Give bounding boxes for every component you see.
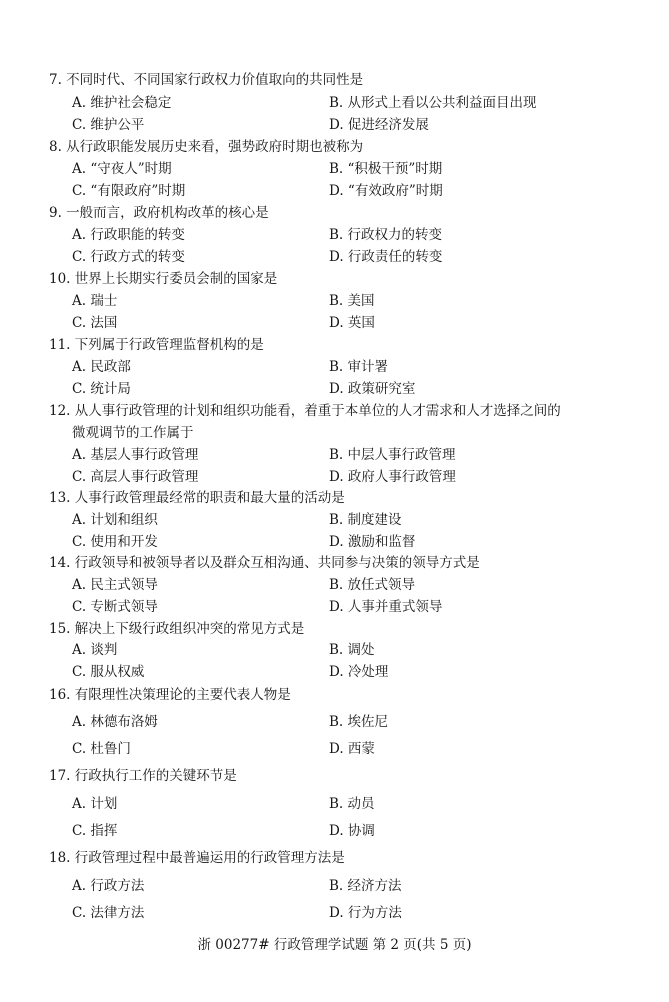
option-c: C. 指挥: [72, 823, 118, 839]
option-b: B. 放任式领导: [329, 577, 416, 593]
option-c: C. 法律方法: [72, 905, 145, 921]
question-stem: 18. 行政管理过程中最普遍运用的行政管理方法是: [49, 850, 345, 866]
option-d: D. 政府人事行政管理: [329, 469, 456, 485]
option-a: A. 维护社会稳定: [72, 95, 172, 111]
option-a: A. 民主式领导: [72, 577, 158, 593]
question-stem: 17. 行政执行工作的关键环节是: [49, 768, 237, 784]
option-d: D. 促进经济发展: [329, 117, 429, 133]
option-b: B. 调处: [329, 642, 375, 658]
option-b: B. “积极干预”时期: [329, 161, 443, 177]
option-c: C. 维护公平: [72, 117, 145, 133]
option-b: B. 美国: [329, 293, 375, 309]
question-stem: 7. 不同时代、不同国家行政权力价值取向的共同性是: [49, 72, 364, 88]
option-d: D. 激励和监督: [329, 534, 416, 550]
question-stem-continued: 微观调节的工作属于: [72, 425, 194, 441]
question-stem: 9. 一般而言，政府机构改革的核心是: [49, 205, 269, 221]
option-b: B. 中层人事行政管理: [329, 447, 456, 463]
option-c: C. 法国: [72, 315, 118, 331]
option-b: B. 埃佐尼: [329, 714, 389, 730]
question-stem: 16. 有限理性决策理论的主要代表人物是: [49, 687, 291, 703]
option-b: B. 从形式上看以公共利益面目出现: [329, 95, 537, 111]
option-c: C. “有限政府”时期: [72, 183, 186, 199]
option-a: A. 行政方法: [72, 878, 145, 894]
question-stem: 8. 从行政职能发展历史来看，强势政府时期也被称为: [49, 139, 364, 155]
option-b: B. 制度建设: [329, 512, 402, 528]
option-b: B. 审计署: [329, 359, 389, 375]
question-stem: 11. 下列属于行政管理监督机构的是: [49, 337, 264, 353]
option-b: B. 动员: [329, 796, 375, 812]
option-d: D. 协调: [329, 823, 375, 839]
option-a: A. 瑞士: [72, 293, 118, 309]
option-a: A. 谈判: [72, 642, 118, 658]
option-b: B. 经济方法: [329, 878, 402, 894]
question-stem: 12. 从人事行政管理的计划和组织功能看，着重于本单位的人才需求和人才选择之间的: [49, 403, 561, 419]
option-a: A. 计划: [72, 796, 118, 812]
option-a: A. 行政职能的转变: [72, 227, 185, 243]
option-c: C. 服从权威: [72, 664, 145, 680]
option-c: C. 统计局: [72, 381, 131, 397]
option-c: C. 杜鲁门: [72, 741, 131, 757]
question-stem: 13. 人事行政管理最经常的职责和最大量的活动是: [49, 490, 345, 506]
option-d: D. 政策研究室: [329, 381, 416, 397]
option-d: D. “有效政府”时期: [329, 183, 443, 199]
option-c: C. 高层人事行政管理: [72, 469, 199, 485]
option-a: A. 民政部: [72, 359, 131, 375]
option-c: C. 行政方式的转变: [72, 249, 185, 265]
option-a: A. 计划和组织: [72, 512, 158, 528]
option-a: A. 林德布洛姆: [72, 714, 158, 730]
page-footer: 浙 00277# 行政管理学试题 第 2 页(共 5 页): [197, 937, 472, 953]
option-a: A. 基层人事行政管理: [72, 447, 199, 463]
question-stem: 10. 世界上长期实行委员会制的国家是: [49, 271, 278, 287]
option-c: C. 使用和开发: [72, 534, 158, 550]
option-d: D. 冷处理: [329, 664, 389, 680]
option-a: A. “守夜人”时期: [72, 161, 172, 177]
option-d: D. 英国: [329, 315, 375, 331]
option-b: B. 行政权力的转变: [329, 227, 443, 243]
option-c: C. 专断式领导: [72, 599, 158, 615]
question-stem: 15. 解决上下级行政组织冲突的常见方式是: [49, 621, 305, 637]
option-d: D. 人事并重式领导: [329, 599, 443, 615]
option-d: D. 行为方法: [329, 905, 402, 921]
question-stem: 14. 行政领导和被领导者以及群众互相沟通、共同参与决策的领导方式是: [49, 555, 480, 571]
option-d: D. 行政责任的转变: [329, 249, 443, 265]
option-d: D. 西蒙: [329, 741, 375, 757]
